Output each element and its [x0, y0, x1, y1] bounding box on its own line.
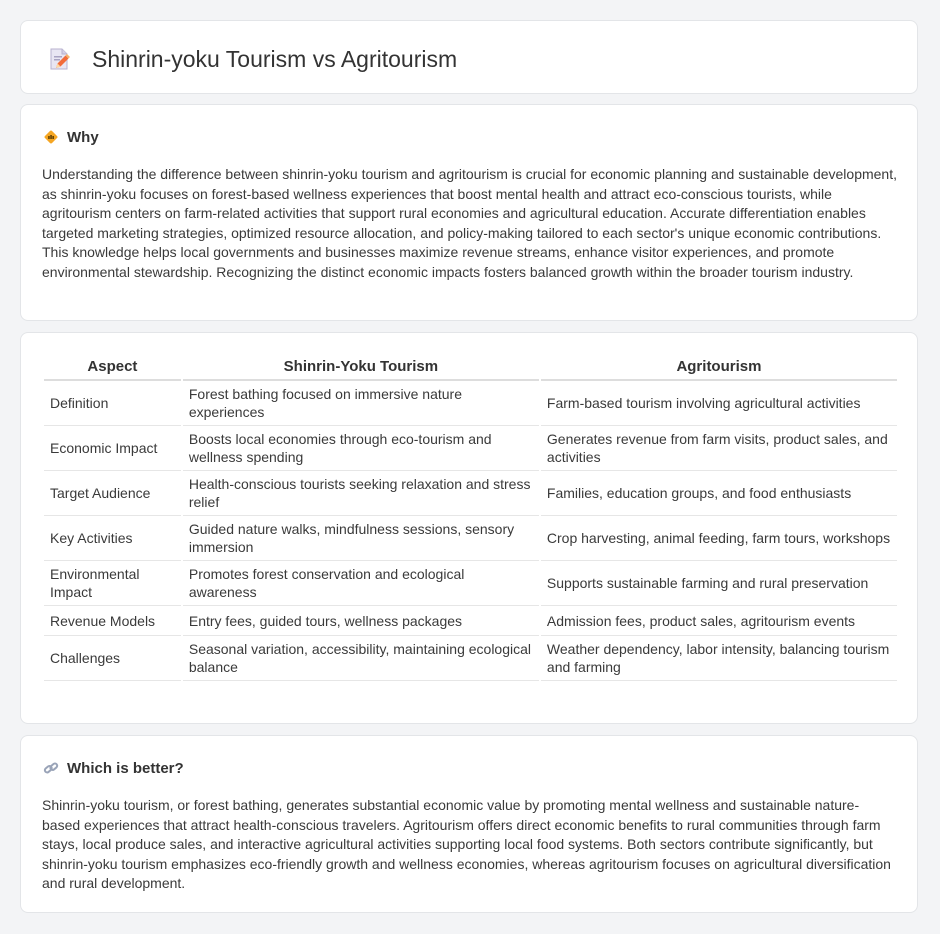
better-heading: Which is better? — [67, 759, 184, 777]
pencil-document-icon — [47, 47, 71, 71]
which-is-better-section — [20, 735, 918, 913]
aspect-cell: Revenue Models — [44, 606, 181, 636]
shinrin-yoku-cell: Guided nature walks, mindfulness sessions, sensory immersion — [183, 516, 539, 561]
aspect-cell: Economic Impact — [44, 426, 181, 471]
table-row — [44, 516, 897, 561]
diamond-sign-icon — [43, 129, 59, 145]
why-heading-row — [43, 127, 99, 147]
table-row — [44, 606, 897, 636]
shinrin-yoku-cell: Seasonal variation, accessibility, maintaining ecological balance — [183, 636, 539, 681]
comparison-table — [42, 353, 899, 681]
table-row — [44, 381, 897, 426]
shinrin-yoku-cell: Health-conscious tourists seeking relaxation and stress relief — [183, 471, 539, 516]
aspect-cell: Definition — [44, 381, 181, 426]
agritourism-cell: Admission fees, product sales, agritourism events — [541, 606, 897, 636]
shinrin-yoku-cell: Boosts local economies through eco-tourism and wellness spending — [183, 426, 539, 471]
table-row — [44, 636, 897, 681]
table-row — [44, 561, 897, 606]
agritourism-cell: Supports sustainable farming and rural preservation — [541, 561, 897, 606]
why-text: Understanding the difference between shinrin-yoku tourism and agritourism is crucial for economic planning and sustainable development, as shinrin-yoku focuses on forest-based wellness experiences that boost mental health and attract eco-conscious tourists, while agritourism centers on farm-related activities that support rural economies and agricultural education. Accurate differentiation enables targeted marketing strategies, optimized resource allocation, and policy-making tailored to each sector's unique economic contributions. This knowledge helps local governments and businesses maximize revenue streams, enhance visitor experiences, and promote environmental stewardship. Recognizing the distinct economic impacts fosters balanced growth within the broader tourism industry. — [42, 166, 897, 280]
table-header-row — [44, 353, 897, 381]
why-heading: Why — [67, 128, 99, 146]
aspect-cell: Environmental Impact — [44, 561, 181, 606]
column-header: Agritourism — [541, 353, 897, 381]
shinrin-yoku-cell: Entry fees, guided tours, wellness packages — [183, 606, 539, 636]
link-icon — [43, 760, 59, 776]
aspect-cell: Target Audience — [44, 471, 181, 516]
agritourism-cell: Weather dependency, labor intensity, balancing tourism and farming — [541, 636, 897, 681]
agritourism-cell: Generates revenue from farm visits, product sales, and activities — [541, 426, 897, 471]
agritourism-cell: Crop harvesting, animal feeding, farm tours, workshops — [541, 516, 897, 561]
column-header: Aspect — [44, 353, 181, 381]
agritourism-cell: Families, education groups, and food enthusiasts — [541, 471, 897, 516]
header-card — [20, 20, 918, 94]
aspect-cell: Challenges — [44, 636, 181, 681]
comparison-table-card — [20, 332, 918, 724]
page-title: Shinrin-yoku Tourism vs Agritourism — [92, 46, 458, 72]
aspect-cell: Key Activities — [44, 516, 181, 561]
agritourism-cell: Farm-based tourism involving agricultural activities — [541, 381, 897, 426]
shinrin-yoku-cell: Forest bathing focused on immersive nature experiences — [183, 381, 539, 426]
better-heading-row — [43, 758, 184, 778]
shinrin-yoku-cell: Promotes forest conservation and ecological awareness — [183, 561, 539, 606]
better-text: Shinrin-yoku tourism, or forest bathing, generates substantial economic value by promoting mental wellness and sustainable nature-based experiences that attract health-conscious travelers. Agritourism offers direct economic benefits to rural communities through farm stays, local produce sales, and interactive agricultural activities supporting local food systems. Both sectors contribute significantly, but shinrin-yoku tourism emphasizes eco-friendly growth and wellness economies, whereas agritourism focuses on agricultural diversification and rural development. — [42, 797, 891, 891]
table-row — [44, 426, 897, 471]
table-row — [44, 471, 897, 516]
why-section — [20, 104, 918, 321]
column-header: Shinrin-Yoku Tourism — [183, 353, 539, 381]
